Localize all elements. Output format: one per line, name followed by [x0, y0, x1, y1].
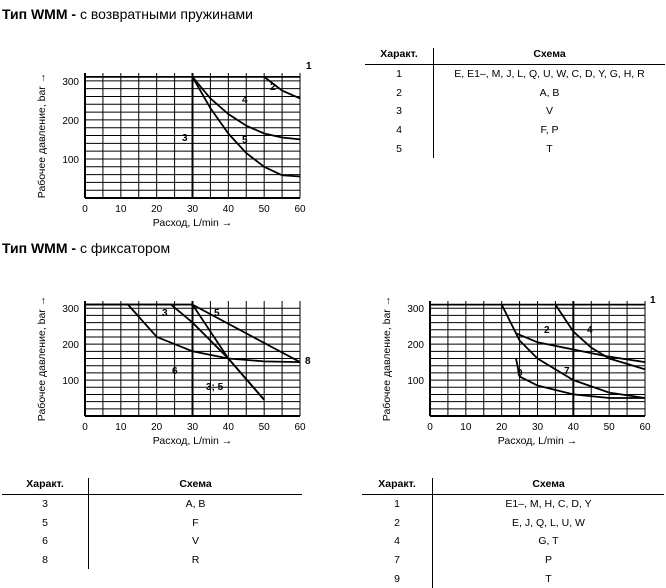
x-tick-label: 20	[496, 422, 508, 433]
y-tick-label: 100	[62, 376, 79, 388]
scheme-cell: E, E1–, M, J, L, Q, U, W, C, D, Y, G, H, R	[454, 68, 645, 81]
y-tick-label: 300	[62, 304, 79, 316]
table-header-char: Характ.	[2, 478, 89, 495]
curve-callout-label: 5	[242, 135, 248, 146]
char-cell: 5	[365, 139, 434, 158]
x-tick-label: 30	[531, 422, 544, 433]
table-header-scheme: Схема	[89, 478, 303, 495]
y-axis-title: Рабочее давление, bar →	[36, 72, 48, 199]
scheme-cell: E, J, Q, L, U, W	[512, 516, 585, 529]
scheme-cell: R	[191, 554, 200, 567]
x-axis-title: Расход, L/min →	[152, 435, 233, 447]
char-cell: 4	[365, 121, 434, 140]
y-axis-title: Рабочее давление, bar →	[381, 295, 393, 422]
table-row	[2, 495, 302, 514]
chart-marks	[85, 61, 312, 198]
table-row	[365, 102, 665, 121]
x-tick-label: 50	[603, 422, 615, 433]
curve-callout-label: 5	[214, 308, 220, 319]
char-cell: 2	[365, 84, 434, 103]
heading-spring-return	[2, 6, 253, 22]
x-tick-label: 30	[186, 204, 199, 215]
scheme-cell: G, T	[538, 535, 559, 548]
table-row	[365, 65, 665, 84]
y-tick-label: 200	[62, 115, 79, 127]
chart-marks	[430, 295, 656, 398]
x-tick-label: 50	[258, 204, 270, 215]
curve-callout-label: 9	[517, 368, 523, 379]
x-tick-label: 40	[222, 204, 234, 215]
x-tick-label: 50	[258, 422, 270, 433]
y-tick-label: 300	[407, 304, 424, 316]
curve-callout-label: 2	[270, 82, 276, 93]
table-row	[365, 84, 665, 103]
curve-callout-label: 3	[182, 133, 188, 144]
x-tick-label: 20	[151, 204, 163, 215]
heading-type-bold: Тип WMM -	[2, 240, 77, 256]
x-tick-label: 20	[151, 422, 163, 433]
chart-axes	[36, 73, 306, 229]
x-tick-label: 10	[115, 204, 127, 215]
scheme-cell: V	[191, 535, 199, 548]
curve-callout-label: 4	[587, 325, 593, 336]
table-row	[2, 532, 302, 551]
x-axis-title: Расход, L/min →	[152, 217, 233, 229]
x-tick-label: 10	[115, 422, 127, 433]
table-row	[362, 569, 664, 588]
table-row	[2, 514, 302, 533]
heading-detent	[2, 240, 170, 256]
curve-callout-label: 3; 5	[206, 382, 224, 393]
heading-type-bold: Тип WMM -	[2, 6, 77, 22]
char-cell: 5	[2, 514, 89, 533]
char-cell: 1	[365, 65, 434, 84]
table-header-scheme: Схема	[434, 48, 666, 65]
y-tick-label: 200	[407, 340, 424, 352]
scheme-cell: E1–, M, H, C, D, Y	[505, 498, 592, 511]
curve-callout-label: 1	[650, 295, 656, 306]
scheme-cell: T	[545, 572, 552, 585]
scheme-cell: V	[545, 105, 553, 118]
char-cell: 9	[362, 569, 433, 588]
char-cell: 3	[2, 495, 89, 514]
x-tick-label: 60	[294, 422, 306, 433]
x-tick-label: 30	[186, 422, 199, 433]
table-header-scheme: Схема	[433, 478, 665, 495]
table-row	[362, 532, 664, 551]
y-tick-label: 300	[62, 76, 79, 88]
heading-type-rest: с фиксатором	[79, 240, 171, 256]
table-detent-left	[2, 478, 302, 569]
x-tick-label: 60	[294, 204, 306, 215]
chart-marks	[85, 305, 311, 400]
scheme-cell: T	[546, 142, 553, 155]
series-line	[516, 359, 645, 399]
table-row	[365, 121, 665, 140]
scheme-cell: A, B	[539, 86, 560, 99]
table-detent-right	[362, 478, 664, 588]
curve-callout-label: 4	[242, 95, 248, 106]
char-cell: 4	[362, 532, 433, 551]
table-row	[362, 495, 664, 514]
table-row	[2, 551, 302, 570]
table-row	[365, 139, 665, 158]
chart-detent-right	[372, 288, 662, 463]
char-cell: 6	[2, 532, 89, 551]
curve-callout-label: 6	[172, 366, 178, 377]
x-tick-label: 0	[427, 422, 433, 433]
x-tick-label: 40	[567, 422, 579, 433]
curve-callout-label: 3	[162, 308, 168, 319]
chart-spring-return	[30, 55, 315, 230]
scheme-cell: F	[192, 516, 199, 529]
char-cell: 8	[2, 551, 89, 570]
y-tick-label: 100	[407, 376, 424, 388]
scheme-cell: F, P	[540, 124, 559, 137]
x-tick-label: 0	[82, 422, 88, 433]
x-axis-title: Расход, L/min →	[497, 435, 578, 447]
y-tick-label: 100	[62, 154, 79, 166]
curve-callout-label: 8	[305, 356, 311, 367]
x-tick-label: 60	[639, 422, 651, 433]
y-axis-title: Рабочее давление, bar →	[36, 295, 48, 422]
scheme-cell: P	[544, 554, 552, 567]
char-cell: 1	[362, 495, 433, 514]
chart-axes	[381, 296, 651, 447]
y-tick-label: 200	[62, 340, 79, 352]
char-cell: 7	[362, 551, 433, 570]
char-cell: 3	[365, 102, 434, 121]
table-header-char: Характ.	[362, 478, 433, 495]
curve-callout-label: 1	[306, 61, 312, 72]
x-tick-label: 10	[460, 422, 472, 433]
chart-detent-left	[30, 288, 320, 463]
table-row	[362, 514, 664, 533]
curve-callout-label: 7	[564, 366, 570, 377]
table-header-char: Характ.	[365, 48, 434, 65]
x-tick-label: 0	[82, 204, 88, 215]
curve-callout-label: 2	[544, 325, 550, 336]
char-cell: 2	[362, 514, 433, 533]
heading-type-rest: с возвратными пружинами	[79, 6, 253, 22]
table-spring-return	[365, 48, 665, 158]
chart-axes	[36, 296, 306, 447]
table-row	[362, 551, 664, 570]
scheme-cell: A, B	[185, 498, 206, 511]
x-tick-label: 40	[222, 422, 234, 433]
